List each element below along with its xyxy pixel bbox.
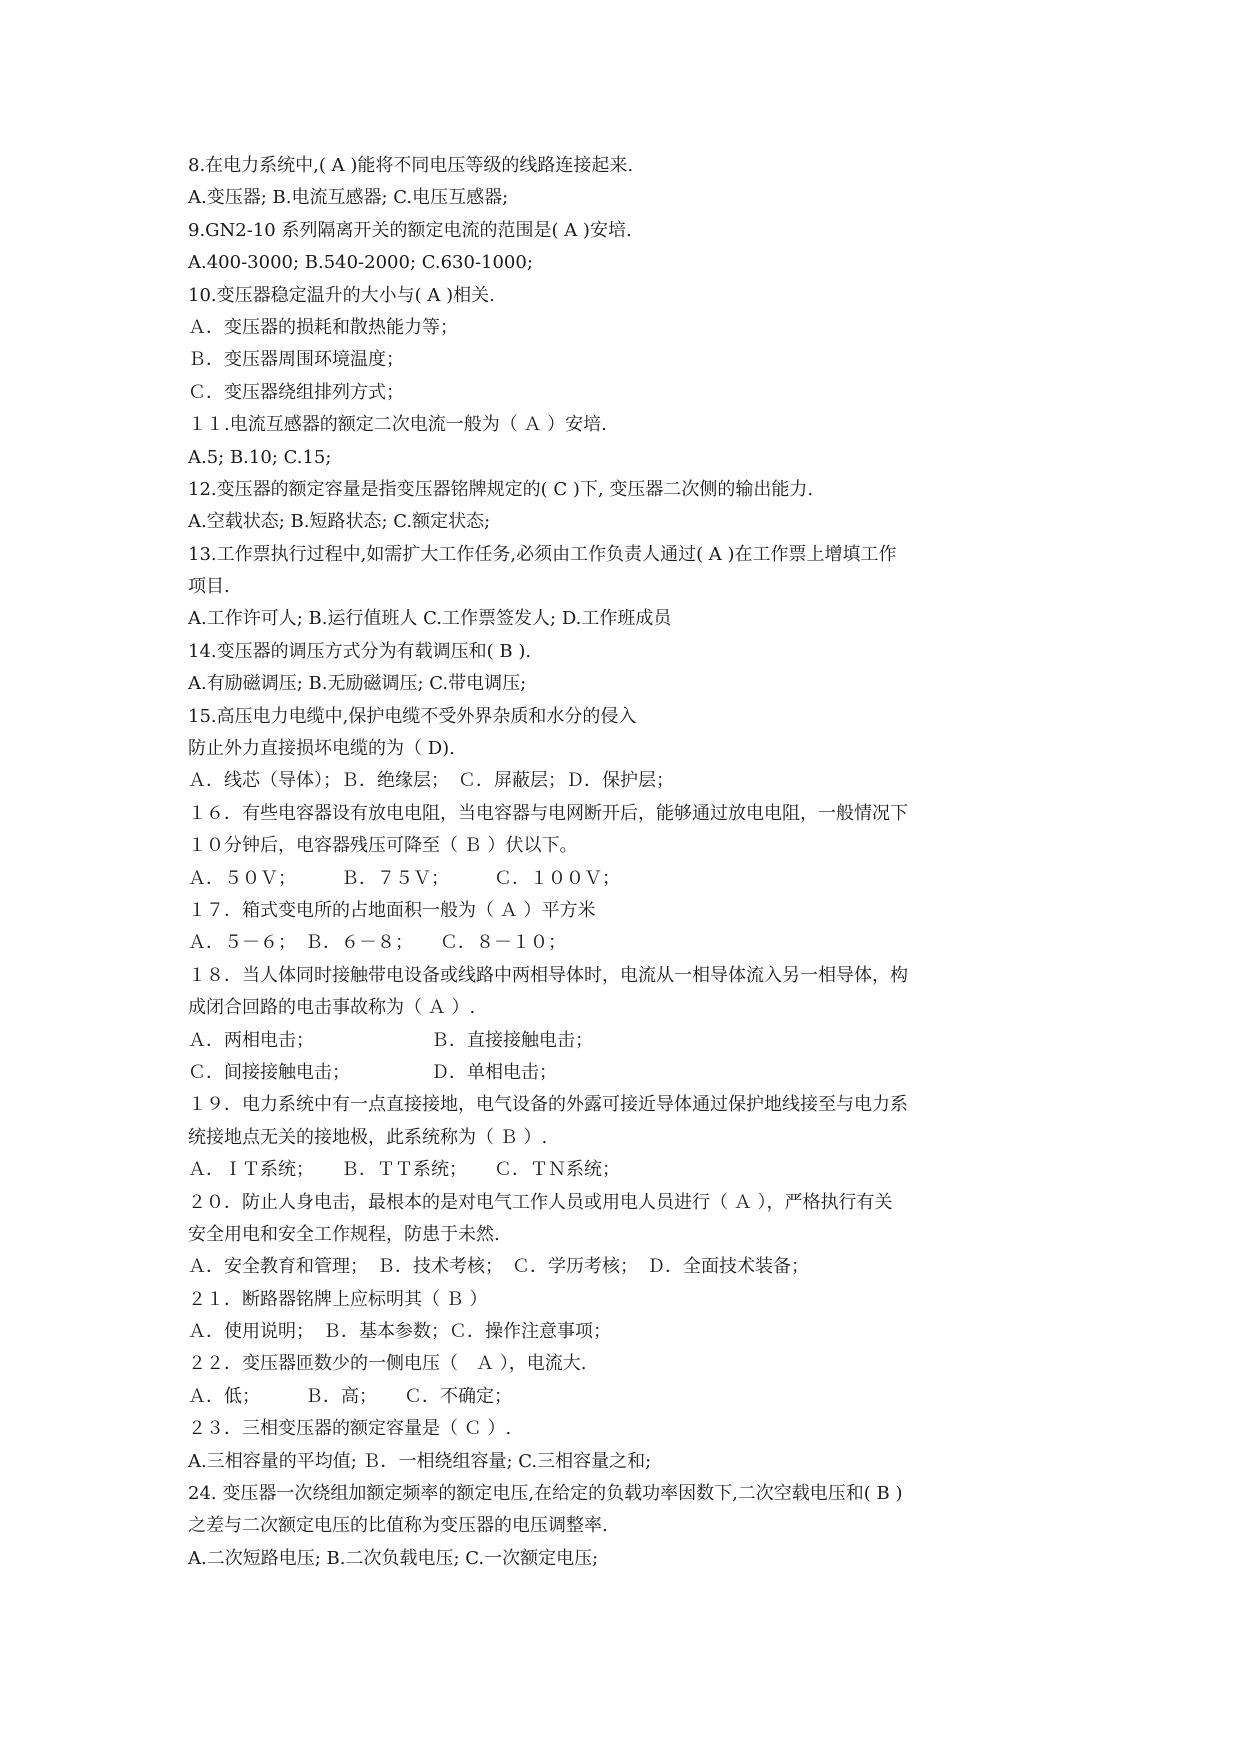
question-18: １８．当人体同时接触带电设备或线路中两相导体时，电流从一相导体流入另一相导体，构 [188, 964, 908, 986]
options-19: Ａ．ＩＴ系统； Ｂ．ＴＴ系统； Ｃ．ＴＮ系统； [188, 1159, 620, 1181]
options-15: Ａ．线芯（导体）；Ｂ．绝缘层； Ｃ．屏蔽层；Ｄ．保护层； [188, 770, 674, 792]
question-14: 14.变压器的调压方式分为有载调压和( B ). [188, 640, 532, 662]
question-24-cont: 之差与二次额定电压的比值称为变压器的电压调整率. [188, 1515, 608, 1537]
question-20-cont: 安全用电和安全工作规程，防患于未然. [188, 1223, 500, 1245]
question-13-cont: 项目. [188, 576, 230, 598]
question-17: １７．箱式变电所的占地面积一般为（ Ａ ）平方米 [188, 899, 596, 921]
question-12: 12.变压器的额定容量是指变压器铭牌规定的( C )下, 变压器二次侧的输出能力. [188, 478, 814, 500]
document-page [188, 150, 1068, 1575]
options-17: Ａ．５－６； Ｂ．６－８； Ｃ．８－１０； [188, 932, 566, 954]
option-10-a: Ａ．变压器的损耗和散热能力等； [188, 316, 458, 338]
options-9: A.400-3000; B.540-2000; C.630-1000; [188, 252, 533, 274]
question-15-cont: 防止外力直接损坏电缆的为（ D). [188, 738, 455, 760]
question-19-cont: 统接地点无关的接地极，此系统称为（ Ｂ ）. [188, 1126, 548, 1148]
question-24: 24. 变压器一次绕组加额定频率的额定电压,在给定的负载功率因数下,二次空载电压和( B ) [188, 1483, 903, 1505]
question-13: 13.工作票执行过程中,如需扩大工作任务,必须由工作负责人通过( A )在工作票上增填工作 [188, 543, 897, 565]
question-11: １１.电流互感器的额定二次电流一般为（ Ａ ）安培. [188, 414, 607, 436]
question-23: ２３．三相变压器的额定容量是（ Ｃ ）. [188, 1418, 512, 1440]
options-18-cd: Ｃ．间接接触电击； Ｄ．单相电击； [188, 1061, 557, 1083]
question-19: １９．电力系统中有一点直接接地，电气设备的外露可接近导体通过保护地线接至与电力系 [188, 1094, 908, 1116]
question-21: ２１．断路器铭牌上应标明其（ Ｂ ） [188, 1288, 488, 1310]
question-20: ２０．防止人身电击，最根本的是对电气工作人员或用电人员进行（ Ａ ），严格执行有关 [188, 1191, 893, 1213]
question-9: 9.GN2-10 系列隔离开关的额定电流的范围是( A )安培. [188, 219, 632, 241]
option-10-b: Ｂ．变压器周围环境温度； [188, 349, 404, 371]
options-11: A.5; B.10; C.15; [188, 446, 332, 468]
options-23: A.三相容量的平均值; Ｂ．一相绕组容量; C.三相容量之和; [188, 1450, 652, 1472]
options-14: A.有励磁调压; B.无励磁调压; C.带电调压; [188, 673, 527, 695]
question-16: １６．有些电容器设有放电电阻，当电容器与电网断开后，能够通过放电电阻，一般情况下 [188, 802, 908, 824]
options-13: A.工作许可人; B.运行值班人 C.工作票签发人; D.工作班成员 [188, 608, 672, 630]
options-18-ab: Ａ．两相电击； Ｂ．直接接触电击； [188, 1029, 593, 1051]
question-10: 10.变压器稳定温升的大小与( A )相关. [188, 284, 495, 306]
options-21: Ａ．使用说明； Ｂ．基本参数；Ｃ．操作注意事项； [188, 1321, 611, 1343]
question-15: 15.高压电力电缆中,保护电缆不受外界杂质和水分的侵入 [188, 705, 637, 727]
option-10-c: Ｃ．变压器绕组排列方式； [188, 381, 404, 403]
options-12: A.空载状态; B.短路状态; C.额定状态; [188, 511, 491, 533]
options-20: Ａ．安全教育和管理； Ｂ．技术考核； Ｃ．学历考核； Ｄ．全面技术装备； [188, 1256, 809, 1278]
question-22: ２２．变压器匝数少的一侧电压（ Ａ ），电流大. [188, 1353, 587, 1375]
options-8: A.变压器; B.电流互感器; C.电压互感器; [188, 187, 509, 209]
question-16-cont: １０分钟后，电容器残压可降至（ Ｂ ）伏以下。 [188, 835, 578, 857]
options-22: Ａ．低； Ｂ．高； Ｃ．不确定； [188, 1385, 512, 1407]
question-8: 8.在电力系统中,( A )能将不同电压等级的线路连接起来. [188, 155, 634, 176]
options-16: Ａ．５０Ｖ； Ｂ．７５Ｖ； Ｃ．１００Ｖ； [188, 867, 620, 889]
question-18-cont: 成闭合回路的电击事故称为（ Ａ ）. [188, 997, 476, 1019]
options-24: A.二次短路电压; B.二次负载电压; C.一次额定电压; [188, 1547, 599, 1569]
